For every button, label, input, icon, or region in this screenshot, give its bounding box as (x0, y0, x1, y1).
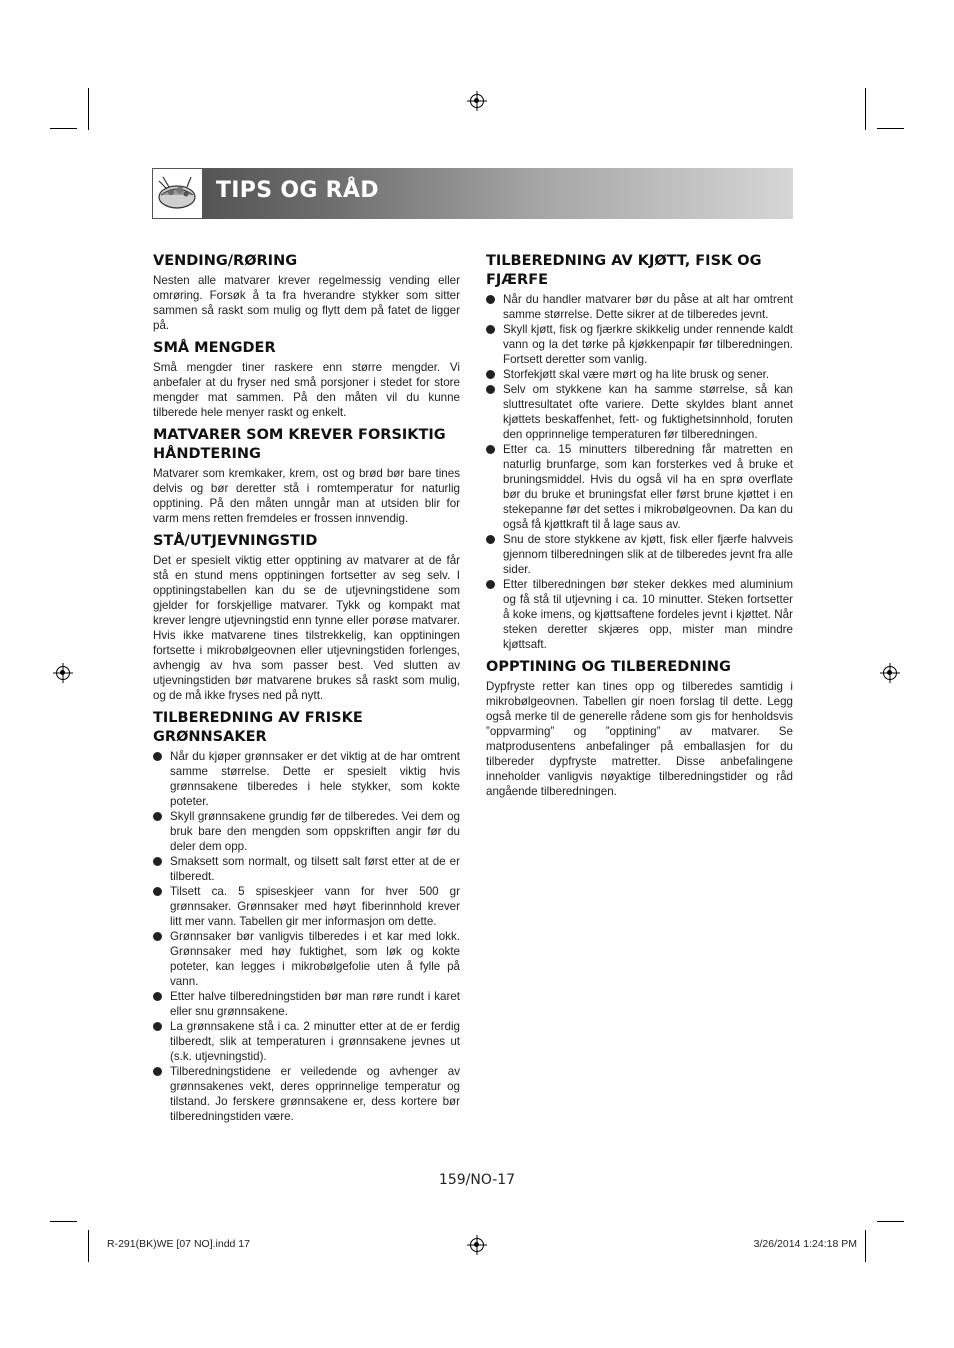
crop-mark (88, 88, 89, 130)
section-paragraph: Matvarer som kremkaker, krem, ost og brød bør bare tines delvis og bør deretter stå i romtemperatur for naturlig opptining. På den måten unngår man at utsiden blir for varm mens retten fremdeles er frossen innvendig. (153, 467, 460, 525)
list-item: Når du kjøper grønnsaker er det viktig at de har omtrent samme størrelse. Dette er spesielt viktig hvis grønnsakene tilberedes i hele stykker, som kokte poteter. (153, 749, 460, 809)
section-paragraph: Nesten alle matvarer krever regelmessig vending eller omrøring. Forsøk å ta fra hverandre stykker som sitter sammen så raskt som mulig og flytt dem på fatet de ligger på. (153, 274, 460, 332)
bullet-icon (153, 932, 162, 941)
page-title: TIPS OG RÅD (216, 178, 379, 203)
bullet-icon (486, 385, 495, 394)
registration-mark-icon (56, 666, 70, 680)
list-item: Tilsett ca. 5 spiseskjeer vann for hver 500 gr grønnsaker. Grønnsaker med høyt fiberinnhold krever litt mer vann. Tabellen gir mer informasjon om dette. (153, 884, 460, 929)
list-item: Selv om stykkene kan ha samme størrelse, så kan sluttresultatet ofte variere. Dette skyldes blant annet kjøttets beskaffenhet, fett- og fuktighetsinnhold, foruten den opprinnelige temperaturen før tilberedningen. (486, 382, 793, 442)
section-heading: VENDING/RØRING (153, 253, 298, 269)
list-item: Etter halve tilberedningstiden bør man røre rundt i karet eller snu grønnsakene. (153, 989, 460, 1019)
list-item: Tilberedningstidene er veiledende og avhenger av grønnsakenes vekt, deres opprinnelige temperatur og tilstand. Jo ferskere grønnsakene er, dess kortere bør tilberedningstiden være. (153, 1064, 460, 1124)
bullet-icon (153, 1022, 162, 1031)
section-sma-mengder (153, 339, 460, 420)
bullet-icon (153, 857, 162, 866)
list-item: Grønnsaker bør vanligvis tilberedes i et kar med lokk. Grønnsaker med høy fuktighet, som løk og kokte poteter, kan legges i mikrobølgefolie uten å fylle på vann. (153, 929, 460, 989)
bullet-icon (153, 1067, 162, 1076)
section-forsiktig-handtering (153, 426, 460, 526)
section-vending (153, 252, 460, 333)
footer-date: 3/26/2014 1:24:18 PM (753, 1238, 857, 1250)
crop-mark (50, 1221, 77, 1222)
left-column (153, 252, 460, 1130)
crop-mark (50, 128, 77, 129)
section-heading: TILBEREDNING AV FRISKE GRØNNSAKER (153, 710, 363, 745)
section-paragraph: Det er spesielt viktig etter opptining av matvarer at de får stå en stund mens opptiningen fortsetter av seg selv. I opptiningstabellen kan du se de utjevningstidene som gjelder for forskjellige matvarer. Tykk og kompakt mat krever lengre utjevningstid enn tynne eller porøse matvarer. Hvis ikke matvarene tines tilstrekkelig, kan opptiningen fortsette i mikrobølgeovnen eller utjevningstiden forlenges, avhengig av hva som passer best. Ved slutten av utjevningstiden bør matvarene brukes så raskt som mulig, og de må ikke fryses ned på nytt. (153, 554, 460, 702)
footer-file: R-291(BK)WE [07 NO].indd 17 (107, 1238, 250, 1250)
list-item: Når du handler matvarer bør du påse at alt har omtrent samme størrelse. Dette sikrer at de tilberedes jevnt. (486, 292, 793, 322)
food-bowl-icon (152, 168, 203, 219)
crop-mark (877, 1221, 904, 1222)
bullet-icon (153, 752, 162, 761)
list-item: Etter ca. 15 minutters tilberedning får matretten en naturlig brunfarge, som kan forsterkes ved å bruke et bruningsmiddel. Hvis du også vil ha en sprø overflate bør du bruke et bruningsfat eller først brune kjøttet i en stekepanne før det settes i mikrobølgeovnen. Da kan du også få kjøttkraft til å lage saus av. (486, 442, 793, 532)
bullet-icon (486, 580, 495, 589)
section-heading: STÅ/UTJEVNINGSTID (153, 533, 318, 549)
section-paragraph: Små mengder tiner raskere enn større mengder. Vi anbefaler at du fryser ned små porsjoner i stedet for store mengder mat sammen. På den måten vil du kunne tilberede hele menyer raskt og enkelt. (153, 361, 460, 419)
bullet-icon (486, 325, 495, 334)
section-utjevningstid (153, 532, 460, 703)
section-gronnsaker (153, 709, 460, 1124)
bullet-icon (153, 812, 162, 821)
crop-mark (865, 1230, 866, 1262)
bullet-icon (486, 445, 495, 454)
section-heading: SMÅ MENGDER (153, 340, 276, 356)
bullet-icon (486, 295, 495, 304)
title-banner (152, 168, 793, 219)
crop-mark (88, 1230, 89, 1262)
list-item: Etter tilberedningen bør steker dekkes med aluminium og få stå til utjevning i ca. 10 minutter. Steken fortsetter å koke imens, og kjøttsaftene fordeles jevnt i kjøttet. Når steken deretter skjæres opp, mister man mindre kjøttsaft. (486, 577, 793, 652)
bullet-list (486, 292, 793, 652)
registration-mark-icon (883, 666, 897, 680)
crop-mark (865, 88, 866, 130)
section-heading: MATVARER SOM KREVER FORSIKTIG HÅNDTERING (153, 427, 446, 462)
list-item: Smaksett som normalt, og tilsett salt først etter at de er tilberedt. (153, 854, 460, 884)
bullet-icon (153, 992, 162, 1001)
right-column (486, 252, 793, 805)
list-item: La grønnsakene stå i ca. 2 minutter etter at de er ferdig tilberedt, slik at temperaturen i grønnsakene jevnes ut (s.k. utjevningstid). (153, 1019, 460, 1064)
section-paragraph: Dypfryste retter kan tines opp og tilberedes samtidig i mikrobølgeovnen. Tabellen gir noen forslag til dette. Legg også merke til de generelle rådene som gis for henholdsvis ”oppvarming” og ”opptining” av matvarer. Se matprodusentens anbefalinger på emballasjen for du tilbereder dypfryste matretter. Disse anbefalingene inneholder vanligvis nøyaktige tilberedningstider og råd angående tilberedningen. (486, 680, 793, 798)
list-item: Skyll grønnsakene grundig før de tilberedes. Vei dem og bruk bare den mengden som oppskriften angir før du deler dem opp. (153, 809, 460, 854)
crop-mark (877, 128, 904, 129)
list-item: Skyll kjøtt, fisk og fjærkre skikkelig under rennende kaldt vann og la det tørke på kjøkkenpapir før tilberedningen. Fortsett deretter som vanlig. (486, 322, 793, 367)
bullet-icon (153, 887, 162, 896)
registration-mark-icon (470, 94, 484, 108)
list-item: Snu de store stykkene av kjøtt, fisk eller fjærfe halvveis gjennom tilberedningen slik at de tilberedes jevnt fra alle sider. (486, 532, 793, 577)
bullet-list (153, 749, 460, 1124)
section-opptining (486, 658, 793, 799)
section-heading: OPPTINING OG TILBEREDNING (486, 659, 731, 675)
registration-mark-icon (470, 1238, 484, 1252)
bullet-icon (486, 370, 495, 379)
bullet-icon (486, 535, 495, 544)
page-number: 159/NO-17 (438, 1172, 516, 1188)
section-heading: TILBEREDNING AV KJØTT, FISK OG FJÆRFE (486, 253, 762, 288)
section-kjott-fisk (486, 252, 793, 652)
list-item: Storfekjøtt skal være mørt og ha lite brusk og sener. (486, 367, 793, 382)
